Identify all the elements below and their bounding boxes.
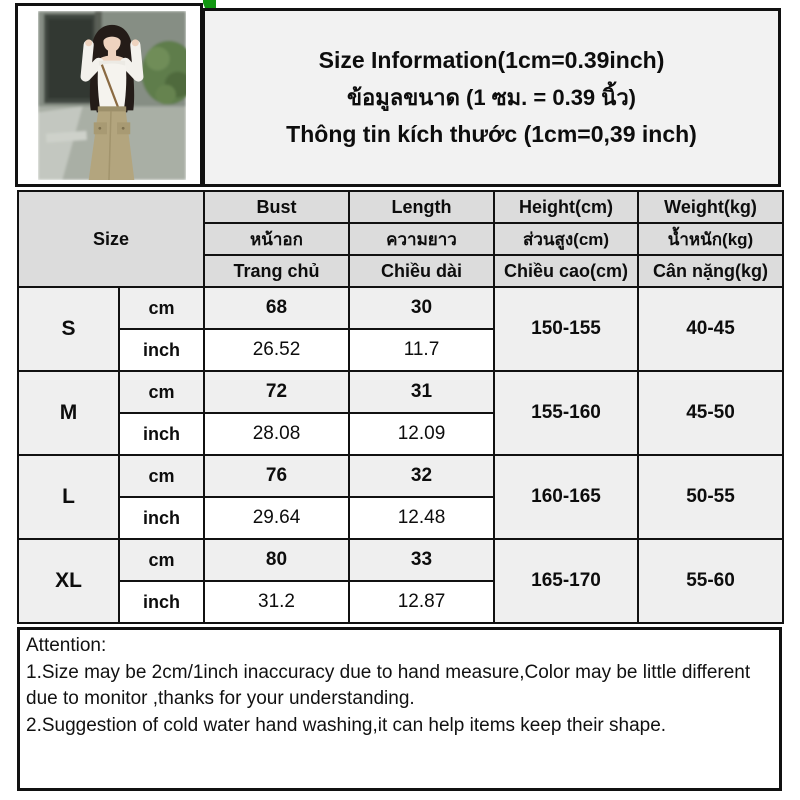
- bust-cm-m: 72: [204, 371, 349, 413]
- size-label-s: S: [18, 287, 119, 371]
- col-header-height-th: ส่วนสูง(cm): [494, 223, 638, 255]
- unit-label-inch: inch: [119, 329, 204, 371]
- weight-l: 50-55: [638, 455, 783, 539]
- weight-m: 45-50: [638, 371, 783, 455]
- attention-note-2: 2.Suggestion of cold water hand washing,it can help items keep their shape.: [26, 714, 667, 736]
- unit-label-inch: inch: [119, 497, 204, 539]
- unit-label-cm: cm: [119, 371, 204, 413]
- height-xl: 165-170: [494, 539, 638, 623]
- title-english: Size Information(1cm=0.39inch): [318, 47, 665, 73]
- length-inch-m: 12.09: [349, 413, 494, 455]
- title-vietnamese: Thông tin kích thước (1cm=0,39 inch): [286, 121, 697, 147]
- size-label-m: M: [18, 371, 119, 455]
- length-cm-m: 31: [349, 371, 494, 413]
- title-box: [202, 8, 781, 187]
- col-header-weight-vi: Cân nặng(kg): [638, 255, 783, 287]
- size-label-xl: XL: [18, 539, 119, 623]
- attention-note-1: 1.Size may be 2cm/1inch inaccuracy due to hand measure,Color may be little different due to monitor ,thanks for your understanding.: [26, 661, 751, 709]
- unit-label-cm: cm: [119, 539, 204, 581]
- unit-label-cm: cm: [119, 455, 204, 497]
- size-header-cell: Size: [18, 191, 204, 287]
- height-s: 150-155: [494, 287, 638, 371]
- title-thai: ข้อมูลขนาด (1 ซม. = 0.39 นิ้ว): [346, 85, 636, 110]
- col-header-length-en: Length: [349, 191, 494, 223]
- bust-cm-s: 68: [204, 287, 349, 329]
- product-photo-illustration: [38, 11, 186, 180]
- size-label-l: L: [18, 455, 119, 539]
- bust-cm-xl: 80: [204, 539, 349, 581]
- col-header-height-en: Height(cm): [494, 191, 638, 223]
- attention-heading: Attention:: [26, 635, 107, 656]
- length-inch-xl: 12.87: [349, 581, 494, 623]
- weight-s: 40-45: [638, 287, 783, 371]
- col-header-weight-en: Weight(kg): [638, 191, 783, 223]
- weight-xl: 55-60: [638, 539, 783, 623]
- col-header-length-vi: Chiều dài: [349, 255, 494, 287]
- height-m: 155-160: [494, 371, 638, 455]
- attention-box: [17, 627, 782, 791]
- length-inch-l: 12.48: [349, 497, 494, 539]
- unit-label-cm: cm: [119, 287, 204, 329]
- bust-inch-m: 28.08: [204, 413, 349, 455]
- unit-label-inch: inch: [119, 581, 204, 623]
- row-xl-cm: [18, 539, 783, 581]
- unit-label-inch: inch: [119, 413, 204, 455]
- col-header-bust-vi: Trang chủ: [204, 255, 349, 287]
- height-l: 160-165: [494, 455, 638, 539]
- row-l-cm: [18, 455, 783, 497]
- length-cm-s: 30: [349, 287, 494, 329]
- size-table: [17, 190, 784, 624]
- length-inch-s: 11.7: [349, 329, 494, 371]
- row-s-cm: [18, 287, 783, 329]
- bust-inch-xl: 31.2: [204, 581, 349, 623]
- col-header-length-th: ความยาว: [349, 223, 494, 255]
- col-header-bust-en: Bust: [204, 191, 349, 223]
- product-photo: [15, 3, 203, 187]
- bust-inch-s: 26.52: [204, 329, 349, 371]
- col-header-bust-th: หน้าอก: [204, 223, 349, 255]
- col-header-weight-th: น้ำหนัก(kg): [638, 223, 783, 255]
- bust-inch-l: 29.64: [204, 497, 349, 539]
- col-header-height-vi: Chiều cao(cm): [494, 255, 638, 287]
- row-m-cm: [18, 371, 783, 413]
- length-cm-l: 32: [349, 455, 494, 497]
- length-cm-xl: 33: [349, 539, 494, 581]
- header-row-english: [18, 191, 783, 223]
- bust-cm-l: 76: [204, 455, 349, 497]
